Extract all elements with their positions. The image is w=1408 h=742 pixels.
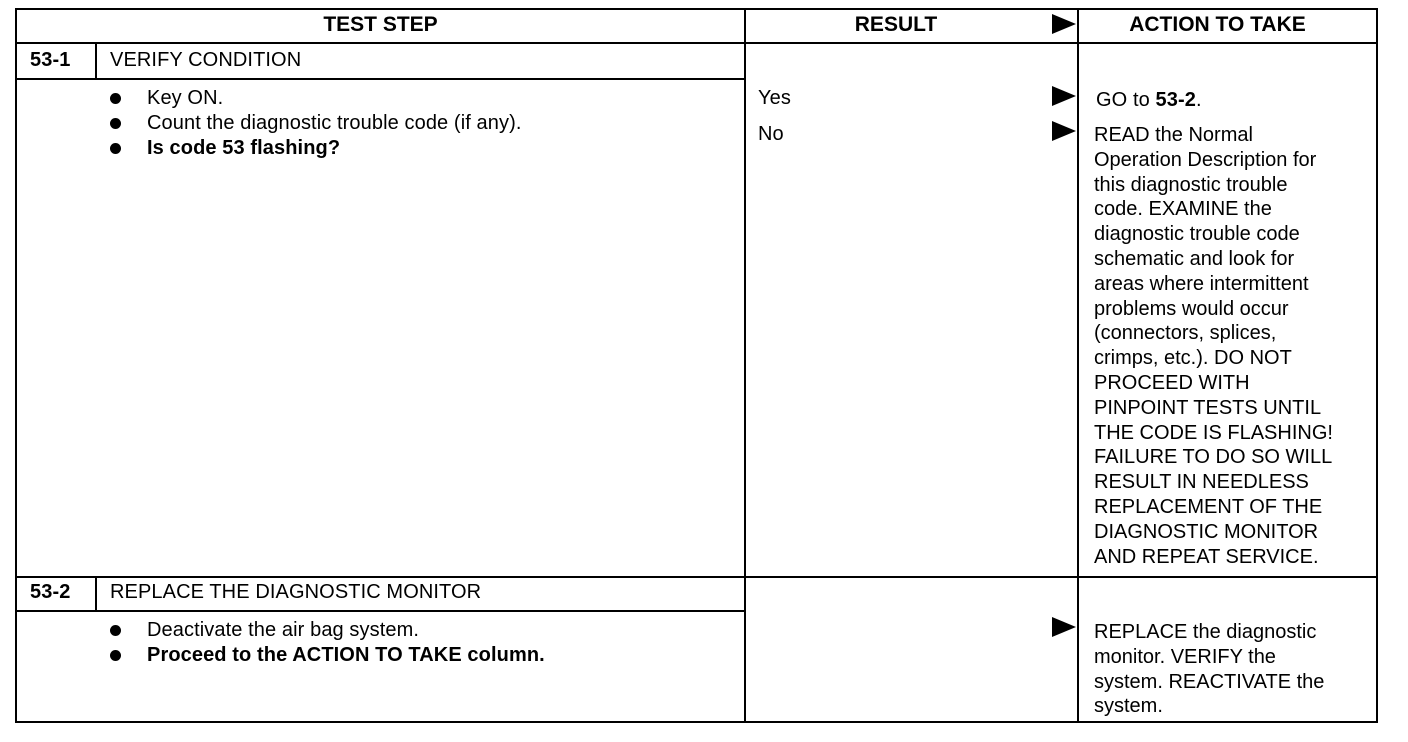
header-action-to-take: ACTION TO TAKE	[1129, 13, 1306, 36]
result-arrow-icon	[1052, 121, 1076, 141]
action-text-no: READ the Normal Operation Description for this diagnostic trouble code. EXAMINE the diagnostic trouble code schematic and look for areas where intermittent problems would occur (connectors, splices, crimps, etc.). DO NOT PROCEED WITH PINPOINT TESTS UNTIL THE CODE IS FLASHING! FAILURE TO DO SO WILL RESULT IN NEEDLESS REPLACEMENT OF THE DIAGNOSTIC MONITOR AND REPEAT SERVICE.	[1094, 124, 1333, 568]
step-1-number-divider	[95, 43, 97, 79]
bullet-icon	[110, 118, 121, 129]
step-1-title-divider	[15, 78, 746, 80]
bullet-icon	[110, 625, 121, 636]
action-go-to-prefix: GO to	[1096, 89, 1156, 111]
step-separator	[15, 576, 1378, 578]
result-arrow-icon	[1052, 86, 1076, 106]
header-result: RESULT	[854, 13, 938, 36]
step-title: REPLACE THE DIAGNOSTIC MONITOR	[110, 581, 482, 603]
table-border-bottom	[15, 721, 1378, 723]
header-arrow-icon	[1052, 14, 1076, 34]
action-go-to-step: 53-2	[1155, 89, 1196, 111]
result-yes: Yes	[758, 87, 791, 109]
header-test-step: TEST STEP	[323, 13, 438, 36]
action-go-to-suffix: .	[1195, 89, 1202, 111]
step-bullet-text: Key ON.	[147, 87, 224, 109]
step-2-number-divider	[95, 577, 97, 611]
column-divider-result	[744, 8, 746, 723]
result-arrow-icon	[1052, 617, 1076, 637]
step-question: Is code 53 flashing?	[147, 137, 341, 159]
action-go-to	[1096, 88, 1202, 113]
step-number: 53-2	[30, 581, 71, 603]
step-bullet-text: Deactivate the air bag system.	[147, 619, 420, 641]
column-divider-action	[1077, 8, 1079, 723]
result-no: No	[758, 123, 784, 145]
step-bullet-text: Count the diagnostic trouble code (if any).	[147, 112, 522, 134]
bullet-icon	[110, 143, 121, 154]
step-number: 53-1	[30, 49, 71, 71]
step-bullet-text: Proceed to the ACTION TO TAKE column.	[147, 644, 545, 666]
bullet-icon	[110, 93, 121, 104]
action-text-replace: REPLACE the diagnostic monitor. VERIFY the system. REACTIVATE the system.	[1094, 621, 1325, 718]
step-title: VERIFY CONDITION	[110, 49, 302, 71]
step-2-title-divider	[15, 610, 746, 612]
bullet-icon	[110, 650, 121, 661]
table-border-left	[15, 8, 17, 723]
header-divider	[15, 42, 1378, 44]
